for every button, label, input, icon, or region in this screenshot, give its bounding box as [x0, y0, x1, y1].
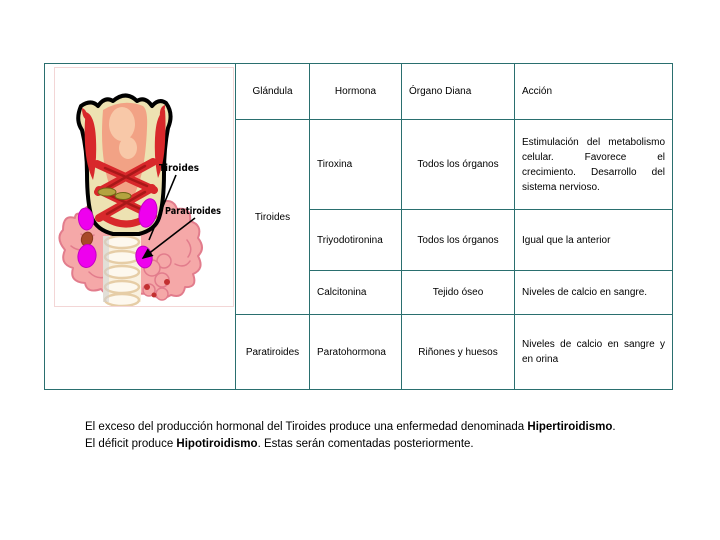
footer-text: [85, 419, 695, 453]
footer-line2-text: El déficit produce: [85, 438, 177, 450]
header-hormona: Hormona: [310, 64, 402, 120]
header-organo-diana: Órgano Diana: [402, 64, 515, 120]
footer-line-2: [85, 436, 695, 453]
trachea-shape: [103, 236, 141, 306]
hormone-table: [44, 63, 673, 390]
footer-line1-period: .: [612, 421, 616, 433]
organ-cell-paratohormona: Riñones y huesos: [402, 315, 515, 390]
action-cell-paratohormona: Niveles de calcio en sangre y en orina: [515, 315, 673, 390]
hipertiroidismo-term: Hipertiroidismo: [527, 421, 613, 433]
footer-line1-text: El exceso del producción hormonal del Tiroides produce una enfermedad denominada: [85, 421, 528, 433]
hormone-cell-calcitonina: Calcitonina: [310, 271, 402, 315]
tiroides-label: Tiroides: [159, 163, 200, 174]
organ-cell-tiroxina: Todos los órganos: [402, 120, 515, 210]
hormone-cell-paratohormona: Paratohormona: [310, 315, 402, 390]
action-cell-tiroxina: Estimulación del metabolismo celular. Favorece el crecimiento. Desarrollo del sistema nervioso.: [515, 120, 673, 210]
footer-line2-rest: . Estas serán comentadas posteriormente.: [257, 438, 474, 450]
paratiroides-label: Paratiroides: [165, 206, 222, 217]
header-accion: Acción: [515, 64, 673, 120]
hipotiroidismo-term: Hipotiroidismo: [176, 438, 258, 450]
organ-cell-triyodotironina: Todos los órganos: [402, 210, 515, 271]
action-cell-triyodotironina: Igual que la anterior: [515, 210, 673, 271]
hormone-cell-triyodotironina: Triyodotironina: [310, 210, 402, 271]
gland-cell-tiroides: Tiroides: [236, 120, 310, 315]
thyroid-image-cell: [45, 64, 236, 390]
hormone-cell-tiroxina: Tiroxina: [310, 120, 402, 210]
organ-cell-calcitonina: Tejido óseo: [402, 271, 515, 315]
footer-line-1: [85, 419, 695, 436]
thyroid-illustration: [54, 67, 234, 307]
header-glandula: Glándula: [236, 64, 310, 120]
action-cell-calcitonina: Niveles de calcio en sangre.: [515, 271, 673, 315]
gland-cell-paratiroides: Paratiroides: [236, 315, 310, 390]
